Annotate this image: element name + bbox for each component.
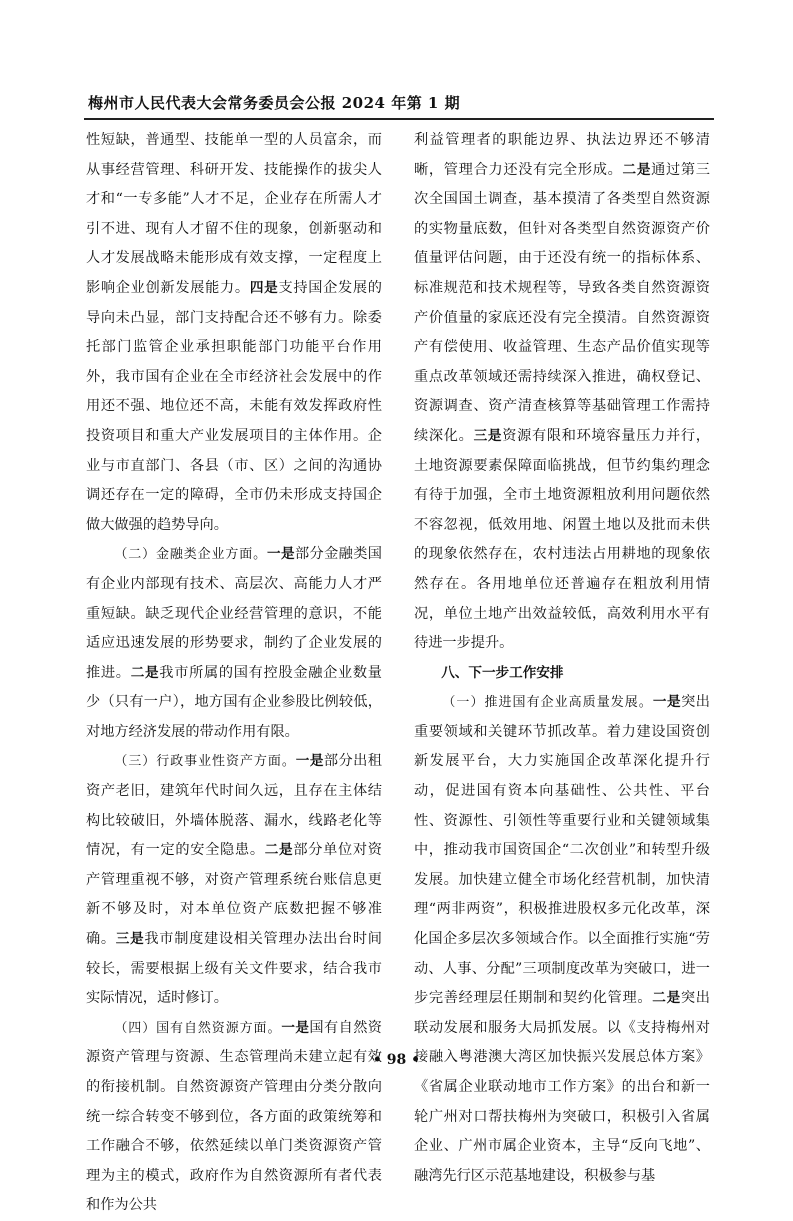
emphasis: 一是 [295, 753, 324, 770]
paragraph [86, 747, 382, 1013]
text-run: 突出重要领域和关键环节抓改革。着力建设国资创新发展平台，大力实施国企改革深化提升行动，促进国有资本向基础性、公共性、平台性、资源性、引领性等重要行业和关键领域集中，推动我市国资国企“二次创业”和转型升级发展。加快建立健全市场化经营机制，加快清理“两非两资”，积极推进股权多元化改革，深化国企多层次多领域合作。以全面推行实施“劳动、人事、分配”三项制度改革为突破口，进一步完善经理层任期制和契约化管理。 [414, 694, 710, 1007]
paragraph [86, 126, 382, 540]
emphasis: 二是 [652, 990, 681, 1007]
text-run: 支持国企发展的导向未凸显，部门支持配合还不够有力。除委托部门监管企业承担职能部门功能平台作用外，我市国有企业在全市经济社会发展中的作用还不强、地位还不高，未能有效发挥政府性投资项目和重大产业发展项目的主体作用。企业与市直部门、各县（市、区）之间的沟通协调还存在一定的障碍，全市仍未形成支持国企做大做强的趋势导向。 [86, 279, 382, 533]
paragraph [414, 126, 710, 659]
text-run: 利益管理者的职能边界、执法边界还不够清晰，管理合力还没有完全形成。 [414, 132, 710, 178]
emphasis: 一是 [267, 546, 295, 563]
emphasis: 二是 [130, 664, 160, 681]
emphasis: 一是 [652, 694, 682, 711]
subheading: （一）推进国有企业高质量发展。 [442, 695, 653, 711]
emphasis: 三是 [115, 931, 145, 948]
text-run: 资源有限和环境容量压力并行，土地资源要素保障面临挑战，但节约集约理念有待于加强，全市土地资源粗放利用问题依然不容忽视，低效用地、闲置土地以及批而未供的现象依然存在，农村违法占用耕地的现象依然存在。各用地单位还普遍存在粗放利用情况，单位土地产出效益较低，高效利用水平有待进一步提升。 [414, 427, 710, 652]
emphasis: 一是 [281, 1019, 310, 1036]
text-run: 性短缺，普通型、技能单一型的人员富余，而从事经营管理、科研开发、技能操作的拔尖人才和“一专多能”人才不足，企业存在所需人才引不进、现有人才留不住的现象，创新驱动和人才发展战略未能形成有效支撑，一定程度上影响企业创新发展能力。 [86, 132, 382, 296]
emphasis: 四是 [249, 279, 279, 296]
text-run: 部分出租资产老旧，建筑年代时间久远，且存在主体结构比较破旧，外墙体脱落、漏水，线路老化等情况，有一定的安全隐患。 [86, 753, 382, 859]
page-number: • 98 • [372, 1052, 421, 1068]
subheading: （三）行政事业性资产方面。 [114, 754, 296, 770]
emphasis: 二是 [622, 161, 652, 178]
text-run: 部分金融类国有企业内部现有技术、高层次、高能力人才严重短缺。缺乏现代企业经营管理的意识，不能适应迅速发展的形势要求，制约了企业发展的推进。 [86, 546, 382, 681]
emphasis: 三是 [473, 427, 503, 444]
text-run: 突出联动发展和服务大局抓发展。以《支持梅州对接融入粤港澳大湾区加快振兴发展总体方案》《省属企业联动地市工作方案》的出台和新一轮广州对口帮扶梅州为突破口，积极引入省属企业、广州市属企业资本，主导“反向飞地”、融湾先行区示范基地建设，积极参与基 [414, 990, 710, 1184]
text-run: 国有自然资源资产管理与资源、生态管理尚未建立起有效的衔接机制。自然资源资产管理由分类分散向统一综合转变不够到位，各方面的政策统筹和工作融合不够，依然延续以单门类资源资产管理为主的模式，政府作为自然资源所有者代表和作为公共 [86, 1019, 382, 1214]
paragraph [86, 540, 382, 747]
paragraph [86, 1014, 382, 1221]
right-column [414, 126, 710, 1191]
text-run: 我市制度建设相关管理办法出台时间较长，需要根据上级有关文件要求，结合我市实际情况，适时修订。 [86, 931, 382, 1007]
paragraph [414, 688, 710, 1191]
emphasis: 二是 [264, 842, 294, 859]
header-rule [84, 118, 714, 120]
journal-header: 梅州市人民代表大会常务委员会公报 2024 年第 1 期 [88, 94, 461, 112]
text-run: 我市所属的国有控股金融企业数量少（只有一户），地方国有企业参股比例较低，对地方经济发展的带动作用有限。 [86, 664, 382, 740]
section-heading: 八、下一步工作安排 [441, 664, 564, 681]
text-run: 通过第三次全国国土调查，基本摸清了各类型自然资源的实物量底数，但针对各类型自然资源资产价值量评估问题，由于还没有统一的指标体系、标准规范和技术规程等，导致各类自然资源资产价值量的家底还没有完全摸清。自然资源资产有偿使用、收益管理、生态产品价值实现等重点改革领域还需持续深入推进，确权登记、资源调查、资产清查核算等基础管理工作需持续深化。 [414, 161, 710, 444]
subheading: （二）金融类企业方面。 [114, 547, 268, 563]
text-run: 部分单位对资产管理重视不够，对资产管理系统台账信息更新不够及时，对本单位资产底数把握不够准确。 [86, 842, 382, 948]
subheading: （四）国有自然资源方面。 [114, 1020, 282, 1036]
